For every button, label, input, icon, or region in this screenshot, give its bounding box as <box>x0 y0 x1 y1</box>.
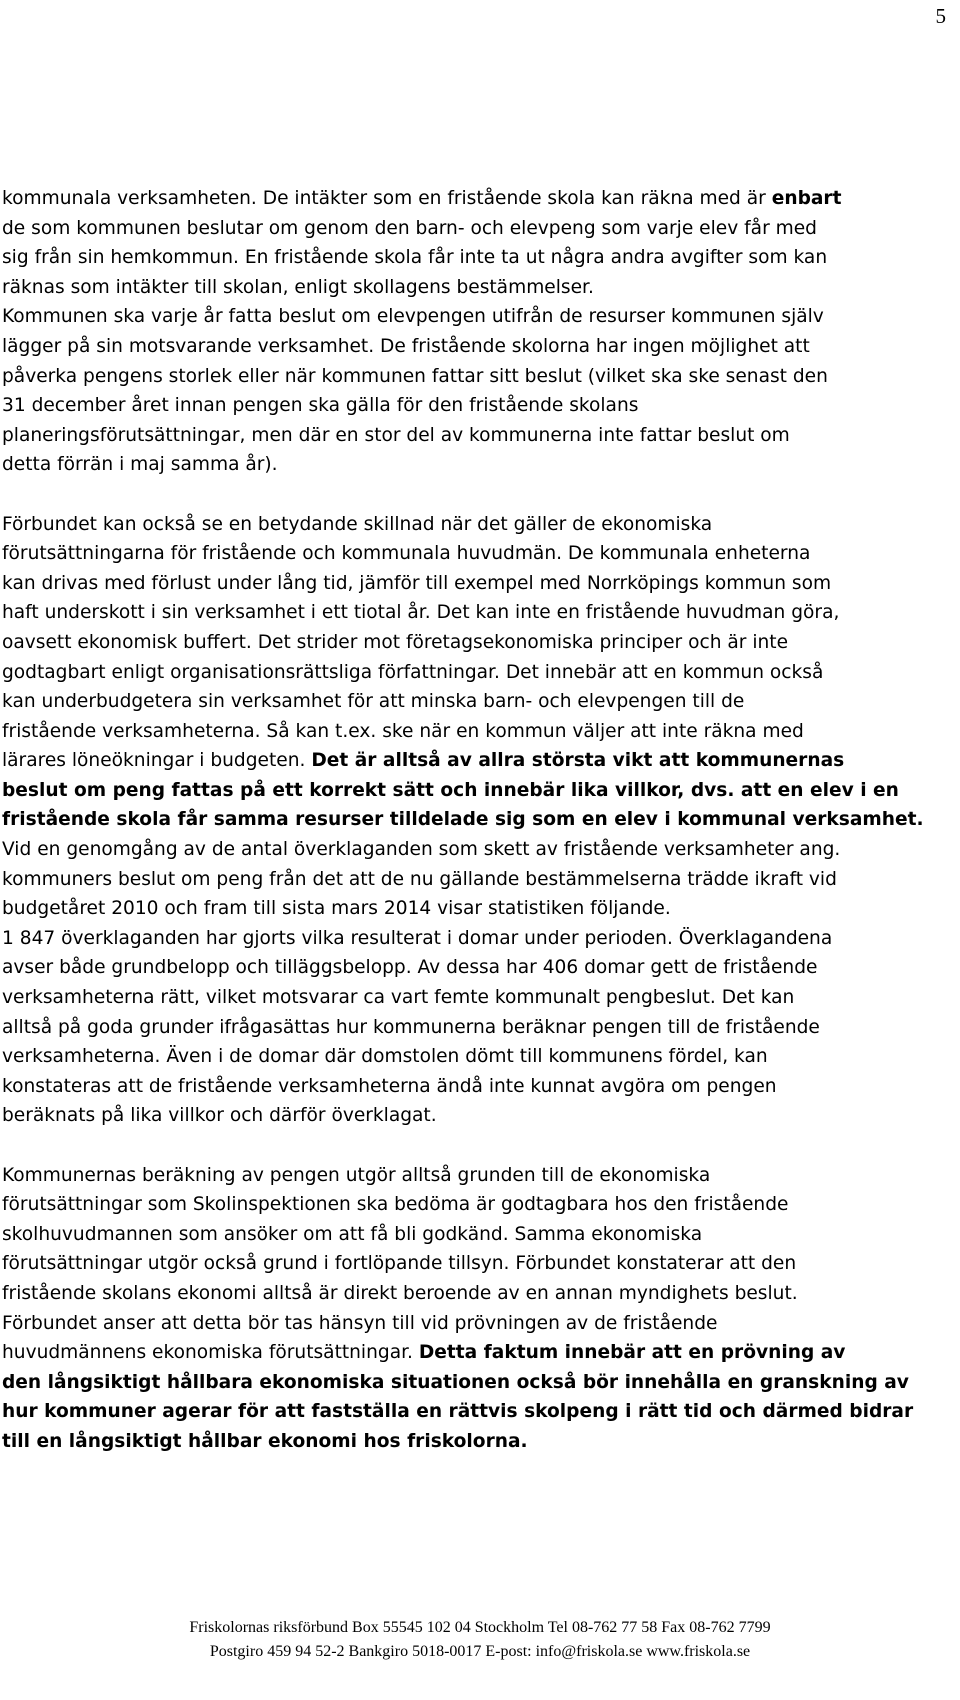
text-line <box>0 1161 960 1191</box>
text-line <box>0 243 960 273</box>
text-line <box>0 1042 960 1072</box>
text-run: de som kommunen beslutar om genom den barn- och elevpeng som varje elev får med <box>2 217 817 239</box>
text-line <box>0 628 960 658</box>
text-line <box>0 865 960 895</box>
text-run: lägger på sin motsvarande verksamhet. De fristående skolorna har ingen möjlighet att <box>2 335 810 357</box>
text-line <box>0 1190 960 1220</box>
bold-text: den långsiktigt hållbara ekonomiska situationen också bör innehålla en granskning av <box>2 1371 909 1393</box>
bold-text: fristående skola får samma resurser tilldelade sig som en elev i kommunal verksamhet. <box>2 809 924 831</box>
text-run: 1 847 överklaganden har gjorts vilka resulterat i domar under perioden. Överklagandena <box>2 927 833 949</box>
text-line <box>0 598 960 628</box>
text-run: lärares löneökningar i budgeten. <box>2 750 312 772</box>
text-line <box>0 776 960 806</box>
text-run: avser både grundbelopp och tilläggsbelopp. Av dessa har 406 domar gett de fristående <box>2 957 818 979</box>
text-run: verksamheterna rätt, vilket motsvarar ca vart femte kommunalt pengbeslut. Det kan <box>2 987 795 1009</box>
paragraph-1 <box>0 184 960 480</box>
text-line <box>0 1338 960 1368</box>
text-run: konstateras att de fristående verksamheterna ändå inte kunnat avgöra om pengen <box>2 1075 777 1097</box>
text-run: fristående skolans ekonomi alltså är direkt beroende av en annan myndighets beslut. <box>2 1282 798 1304</box>
text-line <box>0 1220 960 1250</box>
text-run: påverka pengens storlek eller när kommunen fattar sitt beslut (vilket ska ske senast den <box>2 365 828 387</box>
text-run: förutsättningarna för fristående och kommunala huvudmän. De kommunala enheterna <box>2 543 811 565</box>
text-line <box>0 450 960 480</box>
text-line <box>0 539 960 569</box>
text-run: Kommunen ska varje år fatta beslut om elevpengen utifrån de resurser kommunen själv <box>2 306 824 328</box>
text-line <box>0 302 960 332</box>
text-line <box>0 184 960 214</box>
text-line <box>0 687 960 717</box>
text-line <box>0 1101 960 1131</box>
text-line <box>0 983 960 1013</box>
text-run: kan drivas med förlust under lång tid, jämför till exempel med Norrköpings kommun som <box>2 572 832 594</box>
text-line <box>0 1427 960 1457</box>
text-run: kan underbudgetera sin verksamhet för att minska barn- och elevpengen till de <box>2 691 745 713</box>
text-run: godtagbart enligt organisationsrättsliga författningar. Det innebär att en kommun också <box>2 661 824 683</box>
paragraph-spacer <box>0 1131 960 1161</box>
text-run: sig från sin hemkommun. En fristående skola får inte ta ut några andra avgifter som kan <box>2 247 828 269</box>
text-line <box>0 1013 960 1043</box>
text-run: oavsett ekonomisk buffert. Det strider mot företagsekonomiska principer och är inte <box>2 631 789 653</box>
text-run: detta förrän i maj samma år). <box>2 454 278 476</box>
paragraph-spacer <box>0 480 960 510</box>
text-line <box>0 924 960 954</box>
bold-text: beslut om peng fattas på ett korrekt sätt och innebär lika villkor, dvs. att en elev i en <box>2 779 899 801</box>
text-line <box>0 391 960 421</box>
text-line <box>0 362 960 392</box>
text-line <box>0 658 960 688</box>
text-run: förutsättningar som Skolinspektionen ska bedöma är godtagbara hos den fristående <box>2 1194 789 1216</box>
text-line <box>0 894 960 924</box>
text-line <box>0 1368 960 1398</box>
text-line <box>0 214 960 244</box>
paragraph-2 <box>0 510 960 1131</box>
text-line <box>0 510 960 540</box>
bold-text: enbart <box>771 188 842 209</box>
text-line <box>0 421 960 451</box>
bold-text: till en långsiktigt hållbar ekonomi hos friskolorna. <box>2 1430 528 1452</box>
text-line <box>0 273 960 303</box>
page-number: 5 <box>935 4 946 28</box>
document-body <box>0 184 960 1457</box>
text-run: planeringsförutsättningar, men där en stor del av kommunerna inte fattar beslut om <box>2 424 790 446</box>
text-run: huvudmännens ekonomiska förutsättningar. <box>2 1342 419 1364</box>
text-line <box>0 1397 960 1427</box>
text-run: verksamheterna. Även i de domar där domstolen dömt till kommunens fördel, kan <box>2 1046 768 1068</box>
text-run: haft underskott i sin verksamhet i ett tiotal år. Det kan inte en fristående huvudman göra, <box>2 602 840 624</box>
text-run: räknas som intäkter till skolan, enligt skollagens bestämmelser. <box>2 276 594 298</box>
bold-text: Det är alltså av allra största vikt att kommunernas <box>311 750 845 772</box>
text-run: förutsättningar utgör också grund i fortlöpande tillsyn. Förbundet konstaterar att den <box>2 1253 797 1275</box>
bold-text: Detta faktum innebär att en prövning av <box>418 1342 846 1364</box>
text-run: alltså på goda grunder ifrågasättas hur kommunerna beräknar pengen till de fristående <box>2 1016 820 1038</box>
text-line <box>0 1279 960 1309</box>
paragraph-3 <box>0 1161 960 1457</box>
text-run: 31 december året innan pengen ska gälla för den fristående skolans <box>2 395 639 417</box>
text-line <box>0 569 960 599</box>
bold-text: hur kommuner agerar för att fastställa en rättvis skolpeng i rätt tid och därmed bidrar <box>2 1401 914 1423</box>
footer-address: Friskolornas riksförbund Box 55545 102 04 Stockholm Tel 08-762 77 58 Fax 08-762 7799 <box>189 1619 771 1636</box>
text-line <box>0 1072 960 1102</box>
text-run: skolhuvudmannen som ansöker om att få bli godkänd. Samma ekonomiska <box>2 1223 703 1245</box>
text-line <box>0 1309 960 1339</box>
text-line <box>0 746 960 776</box>
text-run: kommuners beslut om peng från det att de nu gällande bestämmelserna trädde ikraft vid <box>2 868 837 890</box>
text-run: Förbundet anser att detta bör tas hänsyn till vid prövningen av de fristående <box>2 1312 718 1334</box>
text-run: Vid en genomgång av de antal överklaganden som skett av fristående verksamheter ang. <box>2 839 841 861</box>
text-line <box>0 332 960 362</box>
text-line <box>0 717 960 747</box>
text-run: budgetåret 2010 och fram till sista mars 2014 visar statistiken följande. <box>2 898 671 920</box>
text-line <box>0 1249 960 1279</box>
text-run: kommunala verksamheten. De intäkter som en fristående skola kan räkna med är <box>2 188 772 209</box>
text-run: fristående verksamheterna. Så kan t.ex. ske när en kommun väljer att inte räkna med <box>2 720 804 742</box>
text-line <box>0 805 960 835</box>
text-run: Kommunernas beräkning av pengen utgör alltså grunden till de ekonomiska <box>2 1164 711 1186</box>
text-line <box>0 953 960 983</box>
text-run: beräknats på lika villkor och därför överklagat. <box>2 1105 437 1127</box>
footer-payment-info: Postgiro 459 94 52-2 Bankgiro 5018-0017 E-post: info@friskola.se www.friskola.se <box>209 1643 751 1660</box>
text-line <box>0 835 960 865</box>
text-run: Förbundet kan också se en betydande skillnad när det gäller de ekonomiska <box>2 513 713 535</box>
